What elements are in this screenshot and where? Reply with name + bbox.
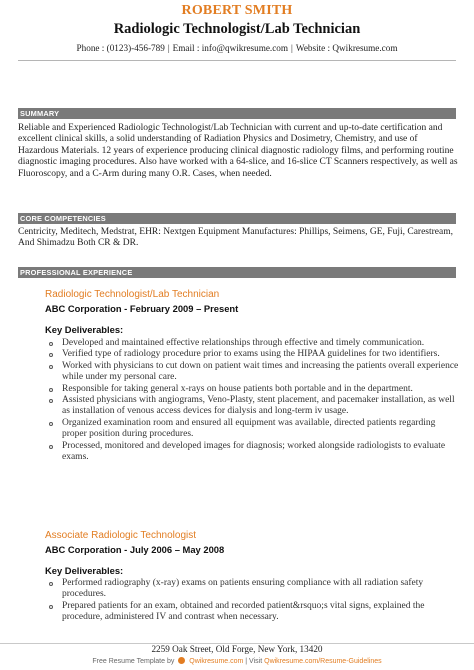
job-title: Associate Radiologic Technologist bbox=[45, 530, 197, 541]
competencies-text: Centricity, Meditech, Medstrat, EHR: Nextgen Equipment Manufactures: Phillips, Seimens, GE, Fuji, Carestream, And Shimadzu Both CR & DR. bbox=[18, 227, 453, 249]
job-company: ABC Corporation - February 2009 – Present bbox=[45, 303, 239, 314]
candidate-name: ROBERT SMITH bbox=[181, 3, 293, 18]
bullet-text: Worked with physicians to cut down on patient wait times and increasing the patients overall experience while under my personal care. bbox=[62, 360, 459, 383]
footer-guidelines-link[interactable]: Qwikresume.com/Resume-Guidelines bbox=[264, 658, 382, 665]
bullet-icon bbox=[49, 422, 53, 426]
bullet-icon bbox=[49, 353, 53, 357]
qwikresume-logo-icon bbox=[178, 657, 185, 664]
email[interactable]: Email : info@qwikresume.com bbox=[172, 43, 289, 53]
bullet-text: Verified type of radiology procedure prior to exams using the HIPAA guidelines for two identifiers. bbox=[62, 349, 440, 360]
competencies-heading: CORE COMPETENCIES bbox=[18, 213, 456, 224]
contact-line bbox=[0, 43, 474, 53]
list-item bbox=[45, 395, 460, 418]
key-deliverables-label: Key Deliverables: bbox=[45, 324, 124, 335]
contact-separator: | bbox=[291, 43, 293, 53]
job-title: Radiologic Technologist/Lab Technician bbox=[45, 289, 220, 300]
summary-heading: SUMMARY bbox=[18, 108, 456, 119]
footer-address: 2259 Oak Street, Old Forge, New York, 13420 bbox=[151, 644, 323, 654]
bullet-icon bbox=[49, 399, 53, 403]
list-item bbox=[45, 601, 460, 624]
footer-credit-prefix: Free Resume Template by bbox=[92, 658, 175, 665]
bullet-text: Processed, monitored and developed images for diagnosis; worked alongside radiologists to evaluate exams. bbox=[62, 440, 446, 463]
bullet-icon bbox=[49, 445, 53, 449]
summary-text: Reliable and Experienced Radiologic Technologist/Lab Technician with current and up-to-date certification and excellent clinical skills, a solid understanding of Radiation Physics and Dosimetry, Chemistry, and use of Hazardous Materials. 12 years of experience producing clinical diagnostic radiology films, and performing routine diagnostic imaging procedures. Also have worked with a 64-slice, and 16-slice CT Scanners respectively, as well as Fluoroscopy, and a C-Arm during many O.R. Cases, when needed. bbox=[18, 123, 458, 179]
bullet-text: Performed radiography (x-ray) exams on patients ensuring compliance with all radiation safety procedures. bbox=[62, 578, 424, 600]
bullet-text: Organized examination room and ensured all equipment was available, directed patients regarding proper position during procedures. bbox=[62, 417, 436, 440]
bullet-icon bbox=[49, 365, 53, 369]
list-item bbox=[45, 349, 460, 360]
job-bullet-list bbox=[45, 578, 460, 624]
bullet-text: Developed and maintained effective relationships through effective and timely communication. bbox=[62, 338, 425, 348]
bullet-text: Responsible for taking general x-rays on house patients both portable and in the department. bbox=[62, 383, 413, 394]
footer-credit-middle: | Visit bbox=[245, 658, 263, 665]
footer-credit bbox=[0, 657, 474, 665]
header-divider bbox=[18, 60, 456, 61]
experience-heading: PROFESSIONAL EXPERIENCE bbox=[18, 267, 456, 278]
bullet-icon bbox=[49, 388, 53, 392]
list-item bbox=[45, 338, 460, 349]
list-item bbox=[45, 441, 460, 464]
footer-brand-link[interactable]: Qwikresume.com bbox=[189, 658, 244, 665]
bullet-icon bbox=[49, 582, 53, 586]
job-company: ABC Corporation - July 2006 – May 2008 bbox=[45, 544, 225, 555]
phone: Phone : (0123)-456-789 bbox=[76, 43, 165, 53]
list-item bbox=[45, 578, 460, 601]
bullet-icon bbox=[49, 605, 53, 609]
key-deliverables-label: Key Deliverables: bbox=[45, 565, 124, 576]
bullet-text: Prepared patients for an exam, obtained and recorded patient&rsquo;s vital signs, explained the procedure, administered IV and contrast when necessary. bbox=[62, 600, 425, 623]
candidate-title: Radiologic Technologist/Lab Technician bbox=[113, 21, 361, 37]
list-item bbox=[45, 418, 460, 441]
bullet-icon bbox=[49, 342, 53, 346]
contact-separator: | bbox=[167, 43, 170, 53]
job-bullet-list bbox=[45, 338, 460, 463]
website[interactable]: Website : Qwikresume.com bbox=[295, 43, 398, 53]
list-item bbox=[45, 384, 460, 395]
list-item bbox=[45, 361, 460, 384]
bullet-text: Assisted physicians with angiograms, Veno-Plasty, stent placement, and pacemaker installation, as well as installation of venous access devices for dialysis and long-term iv usage. bbox=[62, 395, 455, 417]
